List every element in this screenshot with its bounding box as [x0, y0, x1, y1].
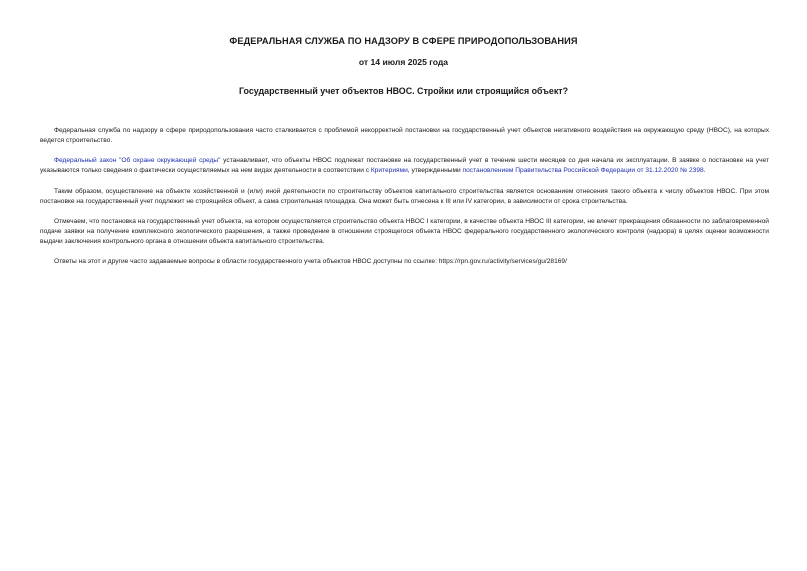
document-date: от 14 июля 2025 года: [358, 57, 449, 67]
link-government-decree[interactable]: постановлением Правительства Российской Федерации от 31.12.2020 № 2398: [462, 167, 704, 175]
paragraph-law-text-1: устанавливает, что объекты НВОС подлежат постановке на государственный учет в течение шести месяцев со дня начала их эксплуатации. В заявке о постановке на учет указываются только сведения о фактически осуществляемых на нем видах деятельности в соответствии с: [40, 157, 769, 175]
document-body: [40, 126, 769, 278]
paragraph-note: Отмечаем, что постановка на государственный учет объекта, на котором осуществляется строительство объекта НВОС I категории, в качестве объекта НВОС III категории, не влечет прекращения обязанности по заблаговременной подаче заявки на получение комплексного экологического разрешения, а также проведение в отношении строящегося объекта НВОС федерального государственного экологического контроля (надзора) в целях оценки возможности выдачи заключения контрольного органа в отношении объекта капитального строительства.: [40, 218, 769, 245]
paragraph-conclusion: Таким образом, осуществление на объекте хозяйственной и (или) иной деятельности по строительству объектов капитального строительства является основанием отнесения такого объекта к числу объектов НВОС. При этом постановке на государственный учет подлежит не строящийся объект, а сама строительная площадка. Она может быть отнесена к III или IV категории, в зависимости от срока строительства.: [40, 187, 769, 205]
paragraph-law-text-2: , утвержденными: [407, 167, 463, 175]
link-criteria[interactable]: Критериями: [370, 167, 408, 175]
link-federal-law[interactable]: Федеральный закон "Об охране окружающей среды": [54, 157, 221, 165]
agency-heading: ФЕДЕРАЛЬНАЯ СЛУЖБА ПО НАДЗОРУ В СФЕРЕ ПРИРОДОПОЛЬЗОВАНИЯ: [229, 36, 578, 46]
paragraph-intro: Федеральная служба по надзору в сфере природопользования часто сталкивается с проблемой некорректной постановки на государственный учет объектов негативного воздействия на окружающую среду (НВОС), на которых ведется строительство.: [40, 127, 769, 144]
paragraph-law: [40, 156, 769, 175]
paragraph-law-text-3: .: [703, 167, 706, 175]
document-title: Государственный учет объектов НВОС. Стройки или строящийся объект?: [238, 86, 569, 96]
paragraph-faq-link: Ответы на этот и другие часто задаваемые вопросы в области государственного учета объектов НВОС доступны по ссылке: https://rpn.gov.ru/activity/services/gu/28169/: [54, 258, 567, 266]
